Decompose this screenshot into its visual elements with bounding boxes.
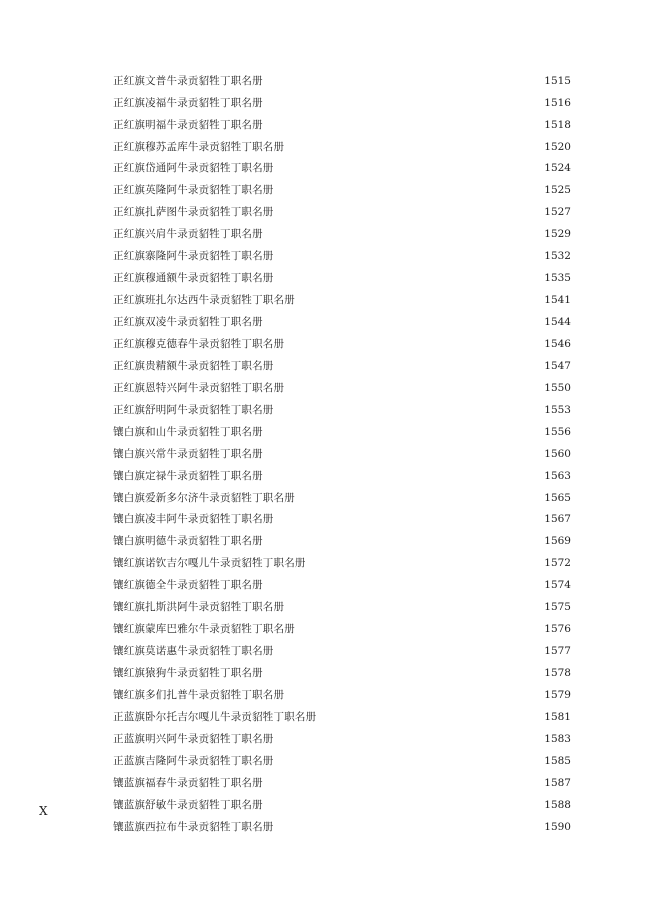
- toc-entry: [113, 377, 571, 399]
- toc-entry-title: 正红旗英隆阿牛录贡貂牲丁职名册: [113, 184, 274, 197]
- toc-entry: [113, 816, 571, 838]
- toc-entry-page-number: 1547: [544, 359, 571, 372]
- toc-entry-title: 正蓝旗卧尔托吉尔嘎儿牛录贡貂牲丁职名册: [113, 710, 317, 723]
- toc-entry-page-number: 1579: [544, 688, 571, 701]
- toc-entry-page-number: 1578: [544, 667, 571, 680]
- toc-entry-page-number: 1525: [544, 184, 571, 197]
- toc-entry-title: 镶白旗和山牛录贡貂牲丁职名册: [113, 425, 263, 438]
- toc-entry-title: 镶白旗兴常牛录贡貂牲丁职名册: [113, 447, 263, 460]
- toc-entry-page-number: 1544: [544, 316, 571, 329]
- toc-entry-title: 正红旗文普牛录贡貂牲丁职名册: [113, 74, 263, 87]
- toc-entry-title: 镶白旗定禄牛录贡貂牲丁职名册: [113, 469, 263, 482]
- toc-entry-page-number: 1524: [544, 162, 571, 175]
- toc-entry: [113, 246, 571, 268]
- toc-entry-title: 镶红旗德全牛录贡貂牲丁职名册: [113, 579, 263, 592]
- toc-entry: [113, 267, 571, 289]
- toc-entry-title: 正红旗凌福牛录贡貂牲丁职名册: [113, 96, 263, 109]
- toc-entry: [113, 333, 571, 355]
- toc-entry: [113, 311, 571, 333]
- toc-entry: [113, 202, 571, 224]
- toc-entry-page-number: 1527: [544, 206, 571, 219]
- toc-entry: [113, 289, 571, 311]
- toc-entry: [113, 618, 571, 640]
- toc-entry-page-number: 1515: [544, 74, 571, 87]
- toc-entry: [113, 509, 571, 531]
- toc-entry-title: 镶红旗蒙库巴雅尔牛录贡貂牲丁职名册: [113, 623, 295, 636]
- toc-entry: [113, 662, 571, 684]
- toc-entry-title: 正红旗岱通阿牛录贡貂牲丁职名册: [113, 162, 274, 175]
- toc-entry-title: 正蓝旗吉隆阿牛录贡貂牲丁职名册: [113, 754, 274, 767]
- toc-entry-page-number: 1585: [544, 754, 571, 767]
- toc-entry-title: 镶蓝旗舒敏牛录贡貂牲丁职名册: [113, 798, 263, 811]
- toc-entry-page-number: 1553: [544, 403, 571, 416]
- toc-entry-page-number: 1572: [544, 557, 571, 570]
- toc-entry-title: 正红旗明福牛录贡貂牲丁职名册: [113, 118, 263, 131]
- toc-entry-title: 镶蓝旗西拉布牛录贡貂牲丁职名册: [113, 820, 274, 833]
- toc-entry: [113, 70, 571, 92]
- toc-entry-title: 镶白旗爱新多尔济牛录贡貂牲丁职名册: [113, 491, 295, 504]
- page-side-mark: X: [39, 804, 48, 818]
- toc-entry: [113, 136, 571, 158]
- toc-entry: [113, 640, 571, 662]
- toc-entry-page-number: 1583: [544, 732, 571, 745]
- toc-entry-title: 正红旗寨隆阿牛录贡貂牲丁职名册: [113, 250, 274, 263]
- toc-entry-title: 镶红旗扎斯洪阿牛录贡貂牲丁职名册: [113, 601, 285, 614]
- toc-entry-title: 镶红旗多们扎普牛录贡貂牲丁职名册: [113, 688, 285, 701]
- toc-entry: [113, 224, 571, 246]
- toc-entry: [113, 772, 571, 794]
- toc-entry-page-number: 1529: [544, 228, 571, 241]
- toc-entry-page-number: 1550: [544, 381, 571, 394]
- toc-entry-page-number: 1556: [544, 425, 571, 438]
- toc-entry: [113, 794, 571, 816]
- toc-entry-page-number: 1560: [544, 447, 571, 460]
- toc-entry-page-number: 1588: [544, 798, 571, 811]
- toc-entry: [113, 487, 571, 509]
- toc-entry-title: 正红旗穆通额牛录贡貂牲丁职名册: [113, 272, 274, 285]
- toc-entry: [113, 706, 571, 728]
- toc-entry: [113, 114, 571, 136]
- table-of-contents: [113, 70, 571, 838]
- toc-entry: [113, 465, 571, 487]
- toc-entry: [113, 355, 571, 377]
- toc-entry: [113, 443, 571, 465]
- toc-entry-title: 正红旗贵精额牛录贡貂牲丁职名册: [113, 359, 274, 372]
- toc-entry: [113, 597, 571, 619]
- toc-entry-title: 正蓝旗明兴阿牛录贡貂牲丁职名册: [113, 732, 274, 745]
- toc-entry-page-number: 1532: [544, 250, 571, 263]
- toc-entry-title: 镶红旗莫诺惠牛录贡貂牲丁职名册: [113, 645, 274, 658]
- toc-entry-page-number: 1590: [544, 820, 571, 833]
- toc-entry: [113, 684, 571, 706]
- toc-entry-title: 正红旗恩特兴阿牛录贡貂牲丁职名册: [113, 381, 285, 394]
- toc-entry-title: 镶蓝旗福春牛录贡貂牲丁职名册: [113, 776, 263, 789]
- toc-entry-title: 正红旗舒明阿牛录贡貂牲丁职名册: [113, 403, 274, 416]
- toc-entry-page-number: 1546: [544, 337, 571, 350]
- toc-entry: [113, 531, 571, 553]
- toc-entry-page-number: 1563: [544, 469, 571, 482]
- toc-entry-page-number: 1587: [544, 776, 571, 789]
- toc-entry-title: 正红旗双凌牛录贡貂牲丁职名册: [113, 316, 263, 329]
- toc-entry-title: 正红旗穆苏孟库牛录贡貂牲丁职名册: [113, 140, 285, 153]
- toc-entry-page-number: 1574: [544, 579, 571, 592]
- toc-entry-page-number: 1567: [544, 513, 571, 526]
- toc-entry-title: 正红旗扎萨图牛录贡貂牲丁职名册: [113, 206, 274, 219]
- toc-entry-page-number: 1576: [544, 623, 571, 636]
- toc-entry: [113, 553, 571, 575]
- toc-entry: [113, 421, 571, 443]
- toc-entry-page-number: 1575: [544, 601, 571, 614]
- toc-entry-page-number: 1520: [544, 140, 571, 153]
- toc-entry: [113, 158, 571, 180]
- toc-entry: [113, 728, 571, 750]
- toc-entry-page-number: 1581: [544, 710, 571, 723]
- toc-entry-title: 镶红旗猿狗牛录贡貂牲丁职名册: [113, 667, 263, 680]
- toc-entry-title: 镶白旗明德牛录贡貂牲丁职名册: [113, 535, 263, 548]
- toc-entry-title: 镶红旗诺钦吉尔嘎儿牛录贡貂牲丁职名册: [113, 557, 306, 570]
- toc-entry: [113, 750, 571, 772]
- toc-entry-page-number: 1565: [544, 491, 571, 504]
- toc-entry: [113, 399, 571, 421]
- toc-entry-page-number: 1535: [544, 272, 571, 285]
- toc-entry-page-number: 1518: [544, 118, 571, 131]
- toc-entry-page-number: 1577: [544, 645, 571, 658]
- toc-entry: [113, 92, 571, 114]
- toc-entry-page-number: 1516: [544, 96, 571, 109]
- toc-entry-title: 正红旗穆克德春牛录贡貂牲丁职名册: [113, 337, 285, 350]
- toc-entry-page-number: 1541: [544, 294, 571, 307]
- toc-entry-title: 正红旗兴肩牛录贡貂牲丁职名册: [113, 228, 263, 241]
- toc-entry-page-number: 1569: [544, 535, 571, 548]
- toc-entry: [113, 575, 571, 597]
- toc-entry-title: 镶白旗凌丰阿牛录贡貂牲丁职名册: [113, 513, 274, 526]
- toc-entry: [113, 180, 571, 202]
- toc-entry-title: 正红旗班扎尔达西牛录贡貂牲丁职名册: [113, 294, 295, 307]
